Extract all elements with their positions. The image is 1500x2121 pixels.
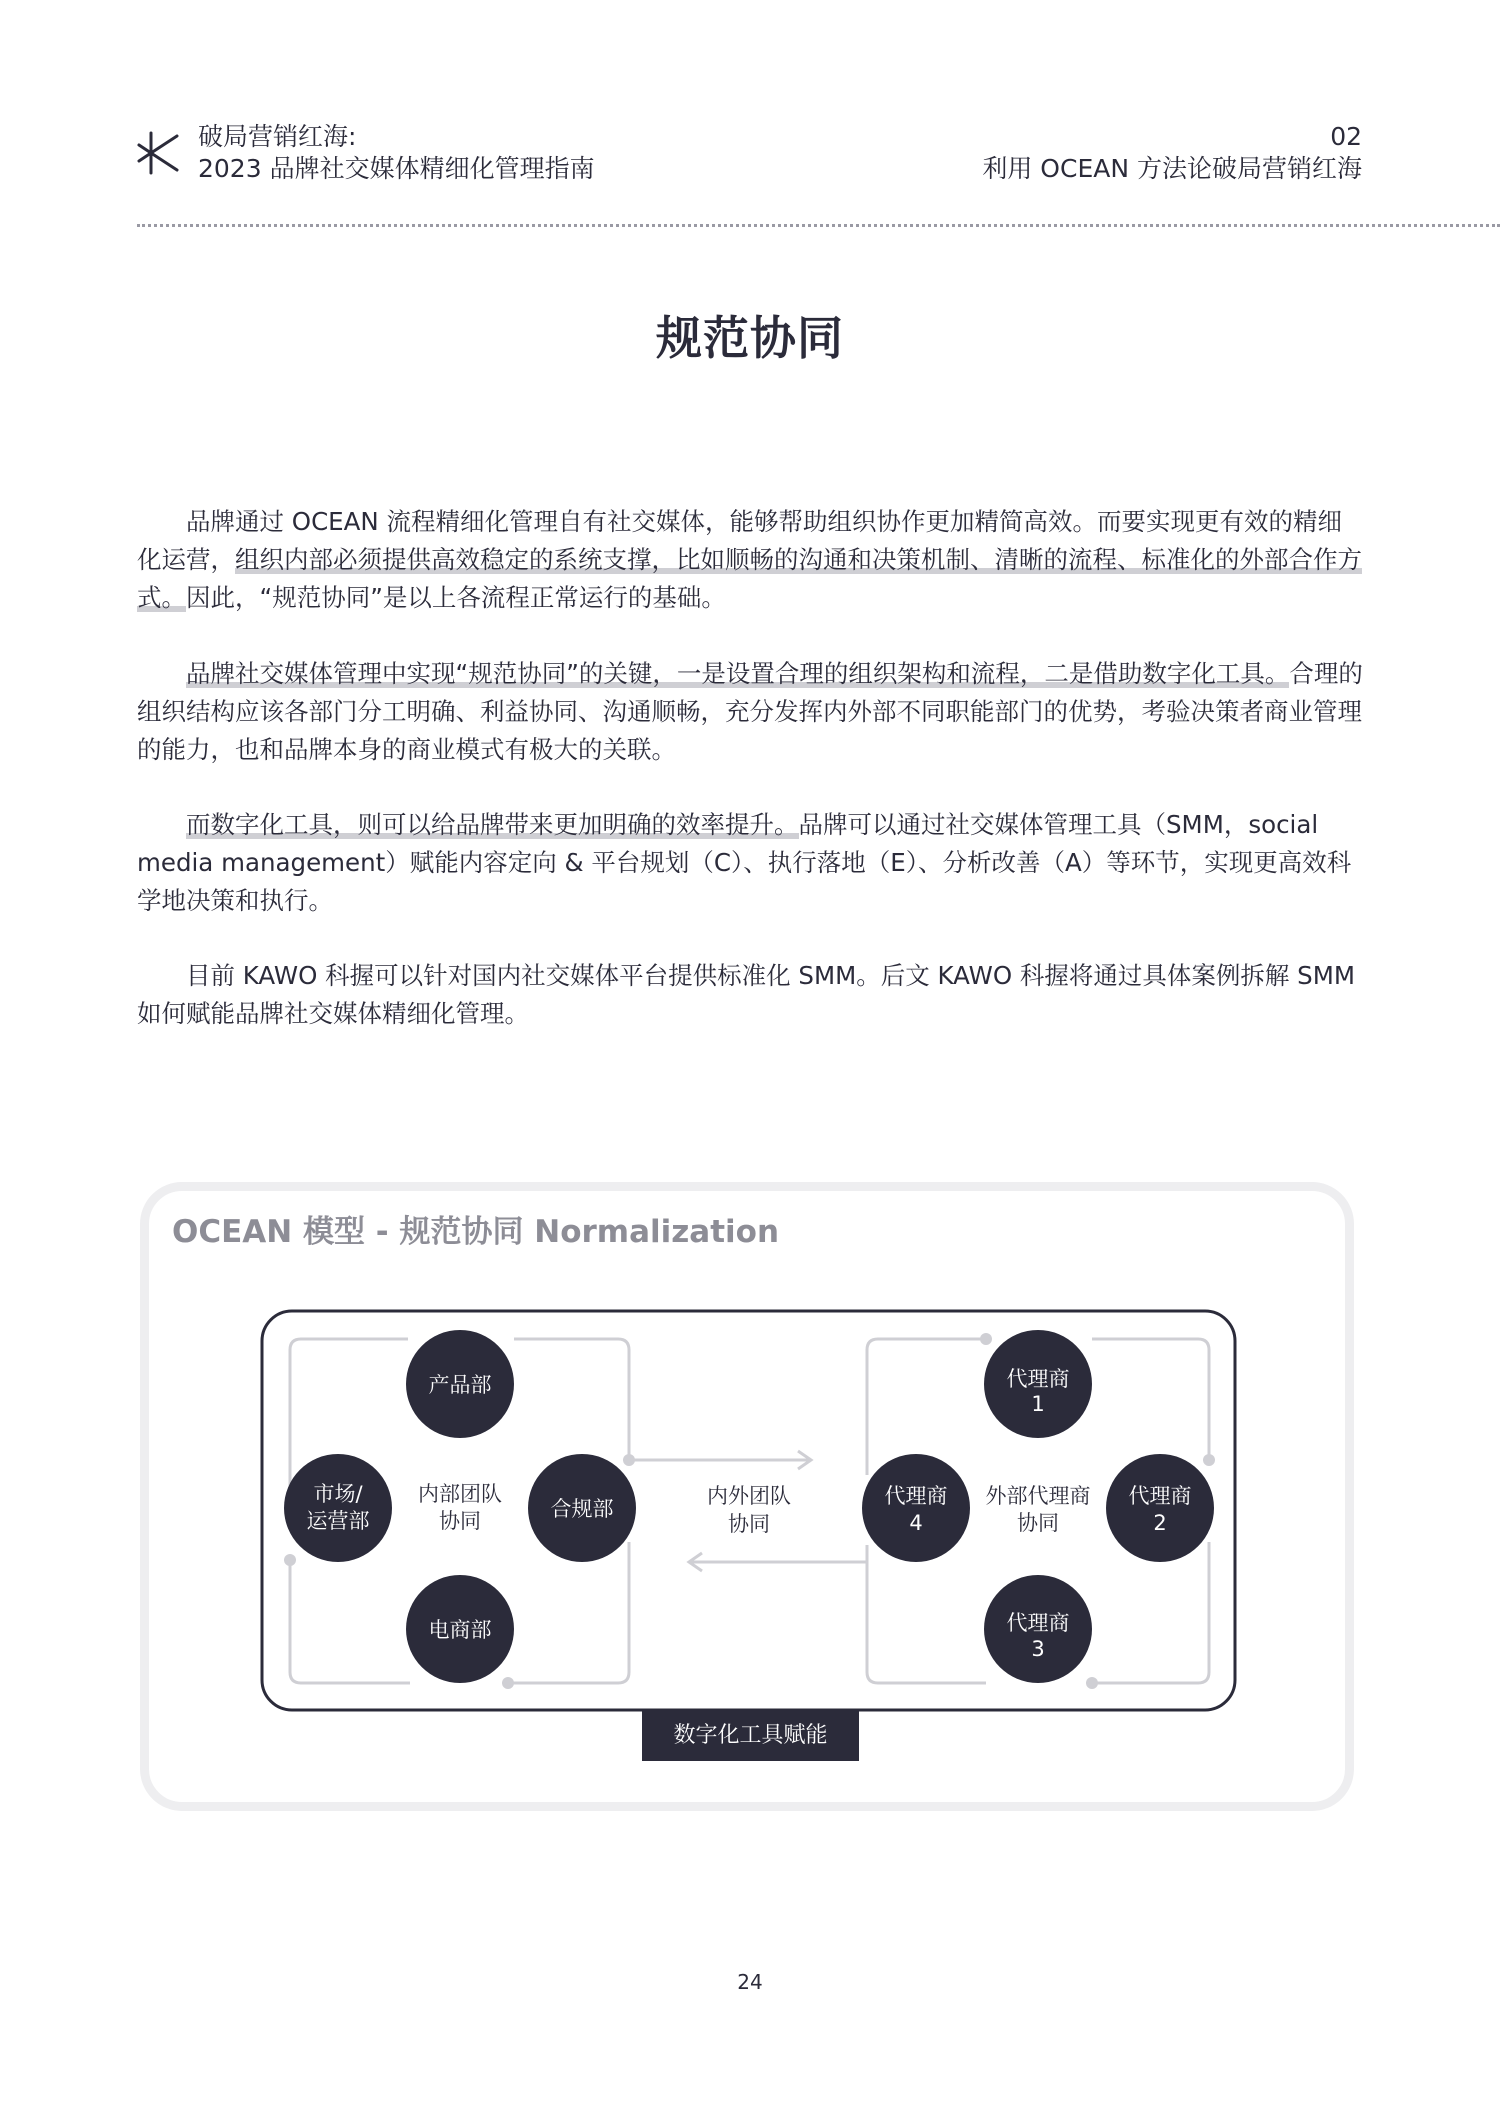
node-product-department xyxy=(406,1330,514,1438)
external-connector-dot xyxy=(980,1333,992,1345)
document-title-line1: 破局营销红海: xyxy=(198,122,357,151)
node-ecommerce-department xyxy=(406,1575,514,1683)
internal-connector-dot xyxy=(502,1677,514,1689)
left-arrow xyxy=(689,1553,866,1571)
paragraph-1-text-a: 品牌通过 OCEAN 流程精细化管理自有社交媒体，能够帮助组织协作更加精简高效。而要实现更有效的精细化运营， xyxy=(137,507,1343,574)
external-center-line1: 外部代理商 xyxy=(985,1484,1091,1508)
internal-center-line2: 协同 xyxy=(439,1509,481,1533)
diagram-title: OCEAN 模型 - 规范协同 Normalization xyxy=(172,1214,780,1250)
svg-text:电商部: 电商部 xyxy=(428,1618,492,1642)
page-title: 规范协同 xyxy=(656,311,844,365)
paragraph-4-text: 目前 KAWO 科握可以针对国内社交媒体平台提供标准化 SMM。后文 KAWO 科握将通过具体案例拆解 SMM 如何赋能品牌社交媒体精细化管理。 xyxy=(137,961,1356,1028)
node-marketing-operations xyxy=(284,1454,392,1562)
node-agency-4 xyxy=(862,1454,970,1562)
paragraph-1-text-b: 因此，“规范协同”是以上各流程正常运行的基础。 xyxy=(186,583,726,612)
document-title-line2: 2023 品牌社交媒体精细化管理指南 xyxy=(198,154,595,183)
svg-text:代理商: 代理商 xyxy=(1006,1611,1070,1635)
middle-label-line2: 协同 xyxy=(728,1512,770,1536)
svg-text:2: 2 xyxy=(1153,1511,1167,1535)
svg-text:3: 3 xyxy=(1031,1637,1045,1661)
svg-text:运营部: 运营部 xyxy=(306,1509,370,1533)
svg-text:市场/: 市场/ xyxy=(313,1482,363,1506)
paragraph-3-text: 品牌可以通过社交媒体管理工具（SMM，social media management）赋能内容定向 & 平台规划（C）、执行落地（E）、分析改善（A）等环节，实现更高效科学地决策和执行。 xyxy=(137,810,1352,915)
paragraph-3-highlight: 而数字化工具，则可以给品牌带来更加明确的效率提升。 xyxy=(186,810,799,839)
middle-label-line1: 内外团队 xyxy=(707,1484,791,1508)
internal-center-line1: 内部团队 xyxy=(418,1482,502,1506)
node-agency-2 xyxy=(1106,1454,1214,1562)
node-compliance-department xyxy=(528,1454,636,1562)
external-center-line2: 协同 xyxy=(1017,1511,1059,1535)
node-agency-1 xyxy=(984,1330,1092,1438)
node-agency-3 xyxy=(984,1575,1092,1683)
svg-text:代理商: 代理商 xyxy=(1128,1484,1192,1508)
chapter-number: 02 xyxy=(1330,122,1362,151)
svg-text:代理商: 代理商 xyxy=(1006,1367,1070,1391)
svg-text:合规部: 合规部 xyxy=(550,1497,614,1521)
digital-tools-label: 数字化工具赋能 xyxy=(642,1711,859,1761)
paragraph-2-highlight: 品牌社交媒体管理中实现“规范协同”的关键，一是设置合理的组织架构和流程，二是借助数字化工具。 xyxy=(186,659,1290,688)
svg-text:4: 4 xyxy=(909,1511,923,1535)
paragraph-2-text: 合理的组织结构应该各部门分工明确、利益协同、沟通顺畅，充分发挥内外部不同职能部门的优势，考验决策者商业管理的能力，也和品牌本身的商业模式有极大的关联。 xyxy=(137,659,1363,764)
svg-text:代理商: 代理商 xyxy=(884,1484,948,1508)
internal-connector-dot xyxy=(284,1554,296,1566)
external-connector-dot xyxy=(1086,1677,1098,1689)
external-connector-dot xyxy=(1203,1454,1215,1466)
svg-text:1: 1 xyxy=(1031,1392,1045,1416)
right-arrow xyxy=(630,1451,811,1469)
page-number: 24 xyxy=(737,1970,763,1994)
paragraph-1-highlight: 组织内部必须提供高效稳定的系统支撑，比如顺畅的沟通和决策机制、清晰的流程、标准化的外部合作方式。 xyxy=(137,545,1362,612)
svg-text:产品部: 产品部 xyxy=(428,1373,492,1397)
chapter-title: 利用 OCEAN 方法论破局营销红海 xyxy=(982,154,1362,183)
